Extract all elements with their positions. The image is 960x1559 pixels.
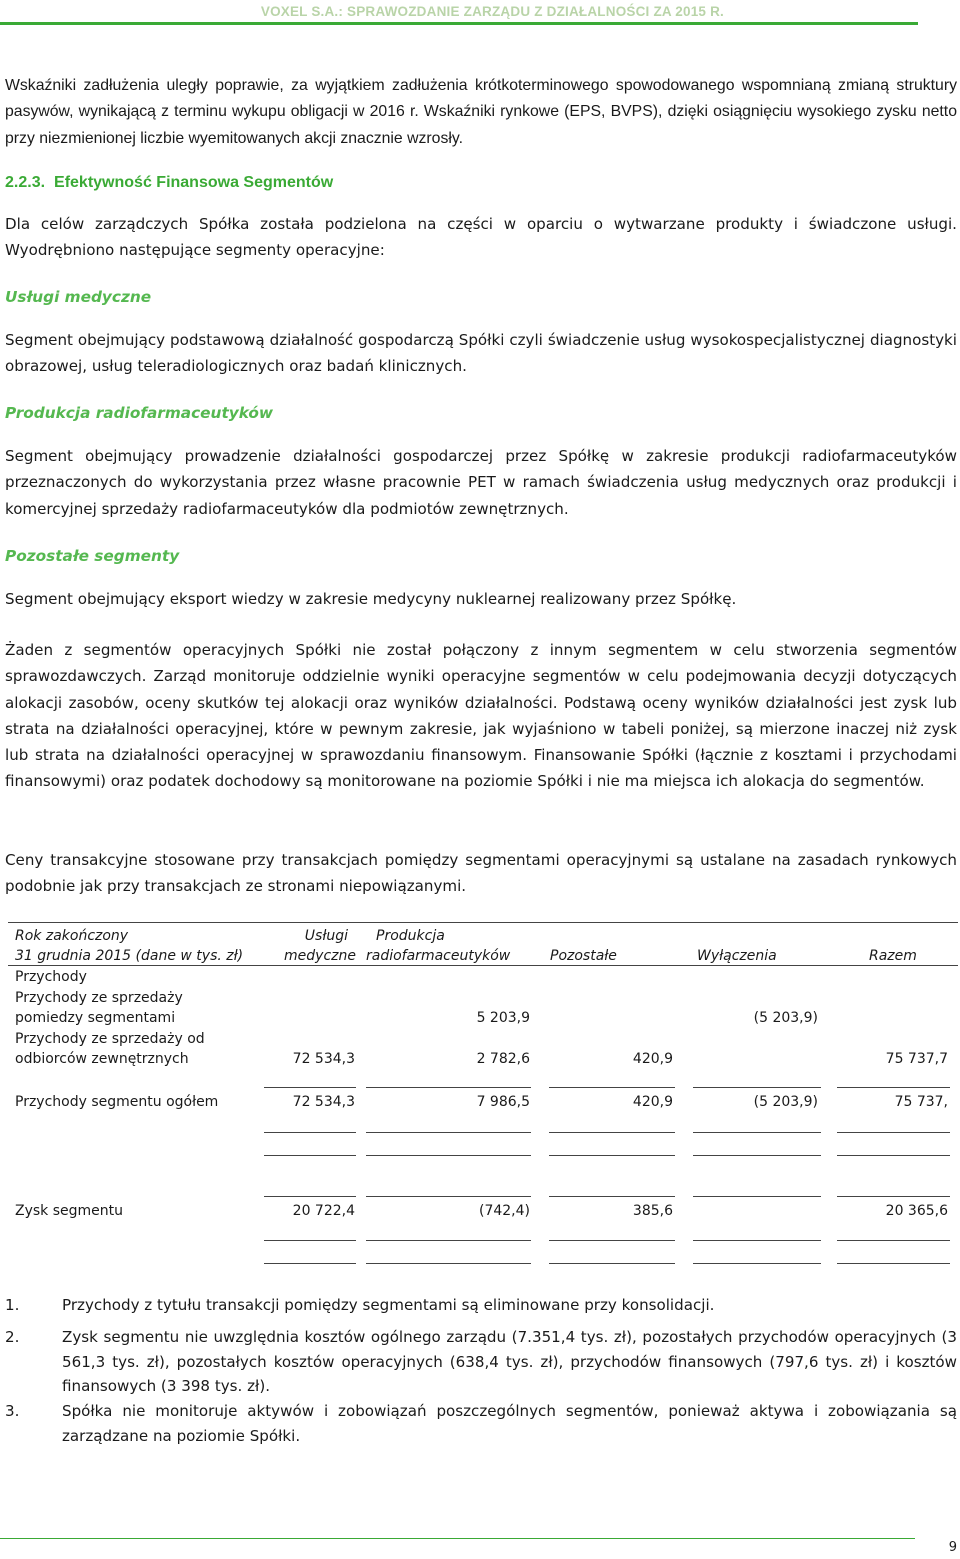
segment-text-medical: Segment obejmujący podstawową działalność gospodarczą Spółki czyli świadczenie usług wysokospecjalistycznej diagnostyki obrazowej, usług teleradiologicznych oraz badań klinicznych.	[5, 331, 957, 376]
segment-text-radiopharma: Segment obejmujący prowadzenie działalności gospodarczej przez Spółkę w zakresie produkcji radiofarmaceutyków przeznaczonych do wykorzystania przez własne pracownie PET w ramach świadczenia usług medycznych oraz produkcji i komercyjnej sprzedaży radiofarmaceutyków dla podmiotów zewnętrznych.	[5, 447, 957, 518]
table-head-period: 31 grudnia 2015 (dane w tys. zł)	[15, 948, 244, 964]
note-2	[5, 1325, 957, 1399]
rule	[264, 1155, 356, 1156]
row-total-medical: 72 534,3	[292, 1094, 355, 1110]
rule	[549, 1087, 675, 1088]
rule	[366, 1132, 531, 1133]
section-title: Efektywność Finansowa Segmentów	[54, 174, 334, 191]
rule	[264, 1132, 356, 1133]
rule	[366, 1155, 531, 1156]
row-total-radiopharma: 7 986,5	[476, 1094, 530, 1110]
note-number: 3.	[5, 1402, 20, 1420]
rule	[837, 1155, 950, 1156]
rule	[693, 1132, 821, 1133]
section-number: 2.2.3.	[5, 174, 46, 191]
intro-paragraph: Wskaźniki zadłużenia uległy poprawie, za wyjątkiem zadłużenia krótkoterminowego spowodowanego wspomnianą zmianą struktury pasywów, wynikającą z terminu wykupu obligacji w 2016 r. Wskaźniki rynkowe (EPS, BVPS), dzięki osiągnięciu wysokiego zysku netto przy niezmienionej liczbie wyemitowanych akcji znacznie wzrosły.	[5, 77, 957, 147]
rule	[366, 1240, 531, 1241]
row-inter-radiopharma: 5 203,9	[476, 1010, 530, 1026]
note-text: Zysk segmentu nie uwzględnia kosztów ogólnego zarządu (7.351,4 tys. zł), pozostałych przychodów operacyjnych (3 561,3 tys. zł), pozostałych kosztów operacyjnych (638,4 tys. zł), przychodów finansowych (797,6 tys. zł) i kosztów finansowych (3 398 tys. zł).	[62, 1328, 957, 1396]
row-total-total: 75 737,	[894, 1094, 948, 1110]
row-profit-total: 20 365,6	[885, 1203, 948, 1219]
col-head-medical-2: medyczne	[284, 948, 356, 964]
rule	[264, 1240, 356, 1241]
section-heading	[5, 174, 333, 192]
rule	[366, 1196, 531, 1197]
rule	[693, 1087, 821, 1088]
monitoring-paragraph: Żaden z segmentów operacyjnych Spółki nie został połączony z innym segmentem w celu stworzenia segmentów sprawozdawczych. Zarząd monitoruje oddzielnie wyniki operacyjne segmentów w celu podejmowania decyzji dotyczących alokacji zasobów, oceny skutków tej alokacji oraz wyników działalności. Podstawą oceny wyników działalności jest zysk lub strata na działalności operacyjnej, które w pewnym zakresie, jak wyjaśniono w tabeli poniżej, są mierzone inaczej niż zysk lub strata na działalności operacyjnej w sprawozdaniu finansowym. Finansowanie Spółki (łącznie z kosztami i przychodami finansowymi) oraz podatek dochodowy są monitorowane na poziomie Spółki i nie ma miejsca ich alokacja do segmentów.	[5, 641, 957, 791]
col-head-other: Pozostałe	[550, 948, 617, 964]
rule	[366, 1263, 531, 1264]
rule	[837, 1132, 950, 1133]
rule	[837, 1240, 950, 1241]
note-number: 1.	[5, 1296, 20, 1314]
row-total-label: Przychody segmentu ogółem	[15, 1094, 219, 1110]
row-ext-total: 75 737,7	[885, 1051, 948, 1067]
rule	[693, 1196, 821, 1197]
col-head-medical-1: Usługi	[304, 928, 348, 944]
segment-table	[0, 920, 960, 1280]
note-text: Spółka nie monitoruje aktywów i zobowiązań poszczególnych segmentów, ponieważ aktywa i zobowiązania są zarządzane na poziomie Spółki.	[62, 1402, 957, 1445]
col-head-radiopharma-1: Produkcja	[376, 928, 445, 944]
row-inter-label-2: pomiedzy segmentami	[15, 1010, 176, 1026]
row-ext-label-2: odbiorców zewnętrznych	[15, 1051, 189, 1067]
running-header: VOXEL S.A.: SPRAWOZDANIE ZARZĄDU Z DZIAŁALNOŚCI ZA 2015 R.	[260, 4, 724, 19]
table-top-rule	[8, 922, 958, 923]
col-head-exclusions: Wyłączenia	[697, 948, 777, 964]
rule	[549, 1263, 675, 1264]
col-head-radiopharma-2: radiofarmaceutyków	[366, 948, 511, 964]
rule	[264, 1087, 356, 1088]
row-profit-medical: 20 722,4	[292, 1203, 355, 1219]
note-number: 2.	[5, 1328, 20, 1346]
table-section-revenue: Przychody	[15, 969, 87, 985]
section-lead: Dla celów zarządczych Spółka została podzielona na części w oparciu o wytwarzane produkty i świadczone usługi. Wyodrębniono następujące segmenty operacyjne:	[5, 215, 957, 260]
rule	[549, 1132, 675, 1133]
prices-paragraph: Ceny transakcyjne stosowane przy transakcjach pomiędzy segmentami operacyjnymi są ustalane na zasadach rynkowych podobnie jak przy transakcjach ze stronami niepowiązanymi.	[5, 851, 957, 896]
col-head-total: Razem	[869, 948, 917, 964]
rule	[549, 1240, 675, 1241]
note-1	[5, 1293, 957, 1318]
rule	[264, 1196, 356, 1197]
table-head-year: Rok zakończony	[15, 928, 129, 944]
row-ext-medical: 72 534,3	[292, 1051, 355, 1067]
row-profit-other: 385,6	[632, 1203, 673, 1219]
segment-heading-other: Pozostałe segmenty	[5, 547, 180, 565]
row-ext-label-1: Przychody ze sprzedaży od	[15, 1031, 205, 1047]
row-ext-radiopharma: 2 782,6	[476, 1051, 530, 1067]
note-3	[5, 1399, 957, 1448]
rule	[549, 1155, 675, 1156]
page-number: 9	[948, 1540, 957, 1555]
rule	[693, 1155, 821, 1156]
rule	[837, 1196, 950, 1197]
row-inter-label-1: Przychody ze sprzedaży	[15, 990, 183, 1006]
note-text: Przychody z tytułu transakcji pomiędzy segmentami są eliminowane przy konsolidacji.	[62, 1296, 715, 1314]
segment-heading-medical: Usługi medyczne	[5, 288, 152, 306]
row-profit-label: Zysk segmentu	[15, 1203, 124, 1219]
row-inter-exclusions: (5 203,9)	[753, 1010, 818, 1026]
rule	[837, 1263, 950, 1264]
rule	[693, 1263, 821, 1264]
rule	[693, 1240, 821, 1241]
row-ext-other: 420,9	[632, 1051, 673, 1067]
row-profit-radiopharma: (742,4)	[478, 1203, 530, 1219]
footer-rule	[0, 1538, 915, 1539]
segment-text-other: Segment obejmujący eksport wiedzy w zakresie medycyny nuklearnej realizowany przez Spółkę.	[5, 590, 737, 608]
segment-heading-radiopharma: Produkcja radiofarmaceutyków	[5, 404, 274, 422]
rule	[366, 1087, 531, 1088]
rule	[549, 1196, 675, 1197]
rule	[837, 1087, 950, 1088]
row-total-other: 420,9	[632, 1094, 673, 1110]
row-total-exclusions: (5 203,9)	[753, 1094, 818, 1110]
rule	[264, 1263, 356, 1264]
header-rule	[0, 22, 918, 25]
table-head-rule	[8, 965, 958, 966]
